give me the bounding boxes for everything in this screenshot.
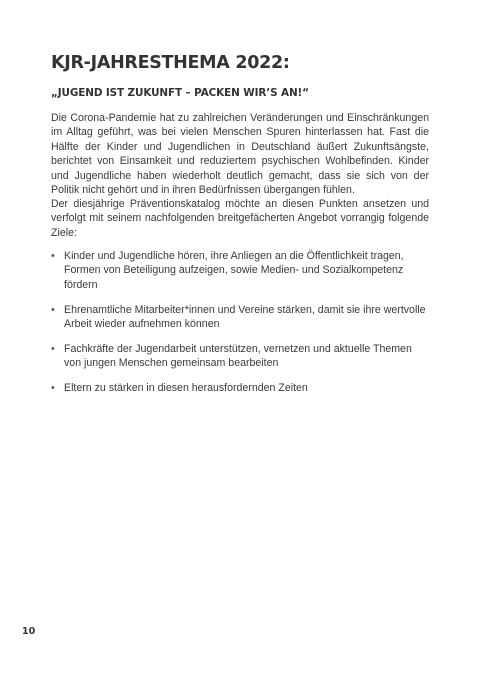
page-number: 10 [22,626,36,637]
goal-text: Ehrenamtliche Mitarbeiter*innen und Vereine stärken, damit sie ihre wertvolle Arbeit wieder aufnehmen können [64,303,426,331]
goal-text: Fachkräfte der Jugendarbeit unterstützen, vernetzen und aktuelle Themen von jungen Menschen gemeinsam bearbeiten [64,343,412,370]
goal-item-2 [51,303,429,332]
bullet-icon: • [51,250,55,262]
bullet-icon: • [51,303,55,316]
page-title: KJR-JAHRESTHEMA 2022: [51,53,290,73]
page-subtitle: „JUGEND IST ZUKUNFT – PACKEN WIR’S AN!“ [51,87,309,99]
bullet-icon: • [51,343,55,356]
goals-list [51,249,429,406]
goal-text: Eltern zu stärken in diesen herausfordernden Zeiten [64,382,308,395]
goal-item-3 [51,342,429,371]
bullet-icon: • [51,382,55,395]
goals-intro-paragraph: Der diesjährige Präventionskatalog möchte an diesen Punkten ansetzen und verfolgt mit seinem nachfolgenden breitgefächerten Angebot vorrangig folgende Ziele: [51,198,429,239]
goal-item-1 [51,249,429,292]
goal-item-4 [51,381,429,395]
intro-paragraph: Die Corona-Pandemie hat zu zahlreichen Veränderungen und Einschränkungen im Alltag geführt, was bei vielen Menschen Spuren hinterlassen hat. Fast die Hälfte der Kinder und Jugendlichen in Deutschland äußert Zukunftsängste, berichtet von Einsamkeit und reduziertem psychischen Wohlbefinden. Kinder und Jugendliche haben wiederholt deutlich gemacht, dass sie sich von der Politik nicht gehört und in ihren Bedürfnissen übergangen fühlen. [51,112,429,197]
goal-text: Kinder und Jugendliche hören, ihre Anliegen an die Öffentlichkeit tragen, Formen von Beteiligung aufzeigen, sowie Medien- und Sozialkompetenz fördern [64,250,404,291]
